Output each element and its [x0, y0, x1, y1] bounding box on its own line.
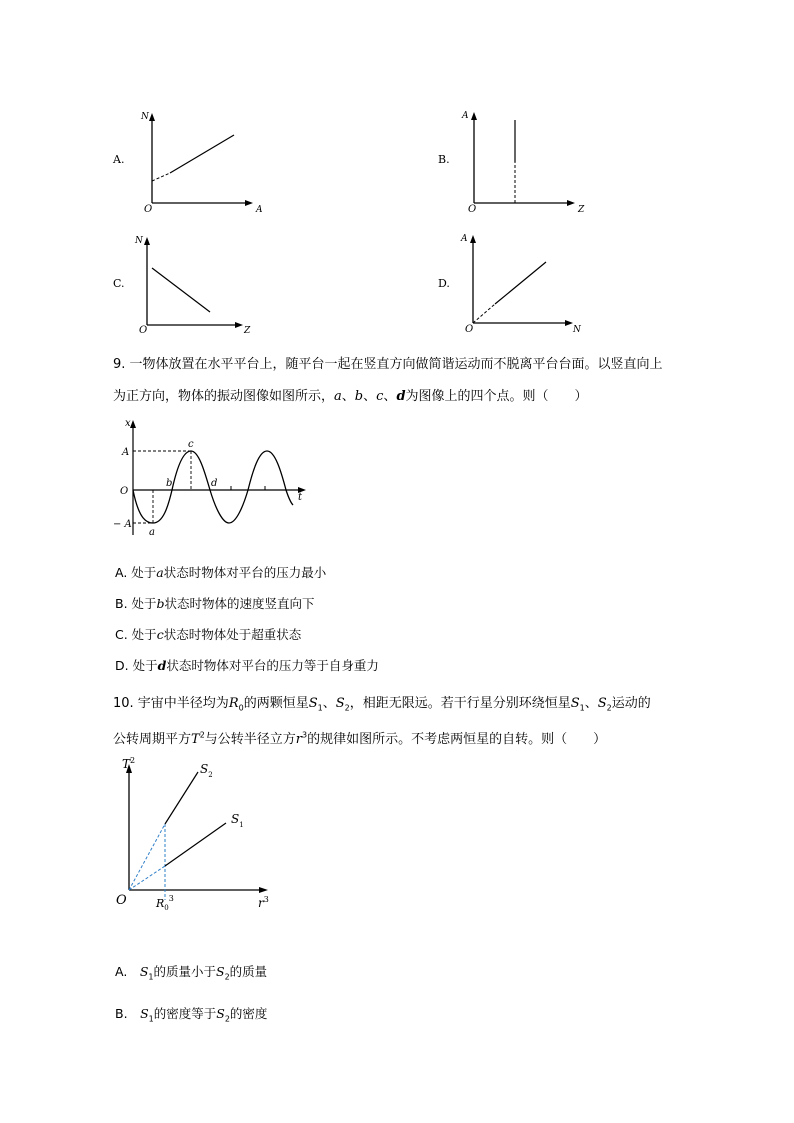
q9-option-c-var: c [156, 627, 164, 642]
graph-c-y-label: N [135, 236, 143, 246]
q10-option-b-suffix: 的密度 [229, 1006, 268, 1021]
q10-sep-b: 、 [584, 696, 598, 711]
q10-option-a-prefix: A. [115, 964, 140, 979]
q10-r-sup: 3 [302, 730, 308, 740]
q10-graph-x-label: $r^3$ [258, 895, 269, 910]
q9-graph-point-b: b [166, 478, 173, 489]
q9-option-d[interactable] [115, 656, 379, 674]
graph-c-x-label: Z [244, 326, 251, 336]
option-d-label: D. [438, 277, 450, 290]
graph-d-y-label: A [461, 234, 468, 244]
q9-var-a: a [334, 389, 342, 404]
q9-option-d-suffix: 状态时物体对平台的压力等于自身重力 [166, 658, 379, 673]
q10-line-1-a: 10. 宇宙中半径均为 [113, 696, 229, 711]
q9-graph-point-a: a [149, 527, 155, 538]
graph-c [134, 232, 274, 342]
q10-kepler-graph [112, 755, 282, 915]
q10-option-b[interactable] [115, 1004, 267, 1024]
q9-option-a-suffix: 状态时物体对平台的压力最小 [163, 565, 327, 580]
q10-r0-sub: 0 [238, 703, 244, 713]
q10-s2-b-sub: 2 [606, 703, 612, 713]
graph-b-y-label: A [462, 111, 469, 121]
q10-option-a[interactable] [115, 962, 267, 982]
q10-line-1-d: 运动的 [611, 696, 651, 711]
q10-s1-a: S [308, 696, 318, 711]
q10-graph-line-s2: $S_2$ [200, 762, 213, 779]
q10-option-b-s-b-sub: 2 [224, 1014, 230, 1024]
q10-line-2-c: 的规律如图所示。不考虑两恒星的自转。则（ ） [307, 732, 607, 747]
q9-graph-point-d: d [211, 478, 218, 489]
q9-option-c[interactable] [115, 625, 301, 643]
q9-line-1: 9. 一物体放置在水平平台上，随平台一起在竖直方向做简谐运动而不脱离平台台面。以竖直向上 [113, 357, 663, 372]
q9-option-a-var: a [156, 565, 164, 580]
q9-option-b-suffix: 状态时物体的速度竖直向下 [164, 596, 315, 611]
q10-line-2 [113, 728, 606, 747]
q9-option-b[interactable] [115, 594, 315, 612]
q9-graph-amp-pos: A [122, 447, 130, 458]
q9-graph-y-label: x [125, 418, 131, 429]
graph-d [460, 228, 600, 338]
q10-r0: R [228, 696, 239, 711]
q9-vibration-graph [113, 415, 313, 545]
q9-sep-1: 、 [341, 389, 355, 404]
q9-option-c-suffix: 状态时物体处于超重状态 [163, 627, 302, 642]
q9-var-d: d [396, 389, 406, 404]
q9-option-d-prefix: D. 处于 [115, 658, 158, 673]
q9-var-b: b [354, 389, 364, 404]
option-a-label: A. [113, 153, 125, 166]
q10-graph-origin: O [116, 893, 127, 908]
graph-d-x-label: N [573, 325, 581, 335]
q9-graph-origin: O [120, 486, 129, 497]
q9-option-b-prefix: B. 处于 [115, 596, 157, 611]
q9-line-2 [113, 385, 588, 404]
q9-sep-2: 、 [363, 389, 377, 404]
q10-line-2-b: 与公转半径立方 [204, 732, 296, 747]
q10-line-1-c: ，相距无限远。若干行星分别环绕恒星 [349, 696, 571, 711]
q9-graph-x-label: t [298, 492, 303, 503]
q9-line-2-post: 为图像上的四个点。则（ ） [405, 389, 588, 404]
q9-sep-3: 、 [383, 389, 397, 404]
q10-graph-tick-r0: $R_0^3$ [156, 894, 174, 912]
q10-option-b-s-a: S [140, 1006, 149, 1021]
q9-option-c-prefix: C. 处于 [115, 627, 157, 642]
graph-b-origin: O [468, 204, 477, 215]
q10-s1-a-sub: 1 [317, 703, 323, 713]
q10-option-a-s-a: S [139, 964, 149, 979]
q10-option-a-s-b: S [216, 964, 225, 979]
q10-sep-a: 、 [322, 696, 336, 711]
graph-a-origin: O [144, 204, 153, 215]
q10-option-b-prefix: B. [115, 1006, 141, 1021]
q10-line-1-b: 的两颗恒星 [243, 696, 309, 711]
q10-option-b-s-a-sub: 1 [148, 1014, 154, 1024]
option-c-label: C. [113, 277, 125, 290]
graph-d-origin: O [465, 324, 474, 335]
q9-var-c: c [376, 389, 384, 404]
option-b-label: B. [438, 153, 450, 166]
q10-s2-a: S [335, 696, 345, 711]
q10-s2-a-sub: 2 [344, 703, 350, 713]
q10-option-b-s-b: S [216, 1006, 225, 1021]
q10-option-a-suffix: 的质量 [229, 964, 268, 979]
q9-option-b-var: b [156, 596, 165, 611]
q9-option-d-var: d [157, 658, 167, 673]
q10-option-b-mid: 的密度等于 [153, 1006, 217, 1021]
q10-s2-b: S [597, 696, 607, 711]
q9-graph-amp-neg: − A [113, 519, 132, 530]
q10-s1-b: S [570, 696, 580, 711]
q10-s1-b-sub: 1 [579, 703, 585, 713]
q10-line-2-a: 公转周期平方 [113, 732, 192, 747]
q9-option-a-prefix: A. 处于 [115, 565, 157, 580]
graph-a-y-label: N [141, 112, 149, 122]
q10-line-1 [113, 692, 651, 713]
q9-graph-point-c: c [188, 439, 194, 450]
q10-graph-y-label: $T^2$ [122, 756, 136, 771]
q9-line-2-pre: 为正方向，物体的振动图像如图所示， [113, 389, 335, 404]
q9-option-a[interactable] [115, 563, 326, 581]
graph-b [460, 105, 610, 215]
graph-c-origin: O [139, 325, 148, 336]
q10-option-a-s-b-sub: 2 [224, 972, 230, 982]
q10-graph-line-s1: $S_1$ [231, 812, 244, 829]
q10-r: r [295, 732, 303, 747]
q10-option-a-mid: 的质量小于 [153, 964, 216, 979]
q10-t: T [191, 732, 200, 747]
graph-a [140, 110, 280, 220]
q10-option-a-s-a-sub: 1 [148, 972, 154, 982]
q10-t-sup: 2 [199, 730, 205, 740]
graph-b-x-label: Z [578, 205, 585, 215]
graph-a-x-label: A [256, 205, 263, 215]
